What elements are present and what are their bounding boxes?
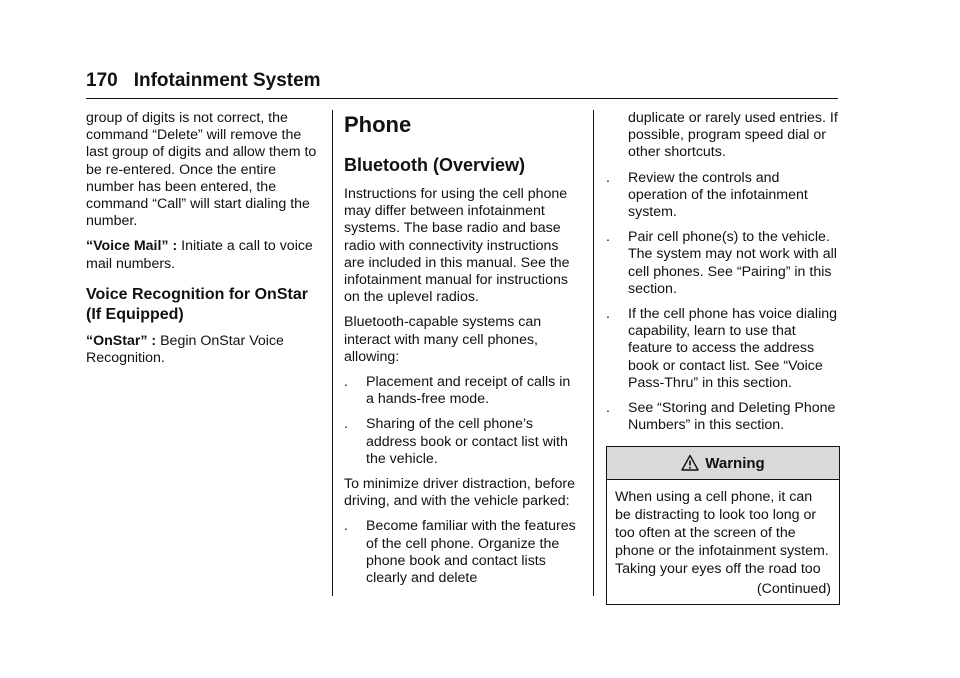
warning-text: When using a cell phone, it can be distracting to look too long or too often at the screen of the phone or the infotainment system. Taking your eyes off the road too [615,489,829,578]
onstar-term: “OnStar” : [86,332,157,349]
list-item-text: Sharing of the cell phone’s address book or contact list with the vehicle. [366,416,568,467]
paragraph-delete-command: group of digits is not correct, the command “Delete” will remove the last group of digits and allow them to be re-entered. Once the entire number has been entered, the command “Call” will start dialing the number. [86,110,317,230]
paragraph-instructions: Instructions for using the cell phone may differ between infotainment systems. The base radio and base radio with connectivity instructions are included in this manual. See the infotainment manual for instructions on the uplevel radios. [344,186,570,306]
bullet-marker: . [606,400,610,417]
paragraph-onstar [86,333,322,367]
list-item-text: Placement and receipt of calls in a hands-free mode. [366,374,571,408]
warning-body [607,480,839,604]
list-item-continued [606,110,840,162]
list-item-text: Pair cell phone(s) to the vehicle. The system may not work with all cell phones. See “Pairing” in this section. [628,229,837,297]
voice-mail-text: Initiate a call to voice mail numbers. [86,238,313,272]
list-item [344,518,580,587]
list-item-text: Review the controls and operation of the infotainment system. [628,169,808,221]
list-item-text: Become familiar with the features of the cell phone. Organize the phone book and contact lists clearly and delete [366,518,576,587]
bullet-marker: . [606,306,610,323]
list-item-text: See “Storing and Deleting Phone Numbers” in this section. [628,400,836,434]
onstar-text: Begin OnStar Voice Recognition. [86,332,284,367]
paragraph-bluetooth-capable: Bluetooth-capable systems can interact with many cell phones, allowing: [344,314,542,365]
column-divider-1 [332,110,333,596]
bullet-marker: . [344,518,348,535]
heading-voice-recognition-onstar: Voice Recognition for OnStar (If Equipped) [86,285,308,323]
voice-mail-term: “Voice Mail” : [86,238,178,255]
column-2 [344,110,580,595]
list-item [344,416,580,468]
list-item-text: duplicate or rarely used entries. If possible, program speed dial or other shortcuts. [628,110,838,161]
list-item [606,170,840,222]
section-title: Infotainment System [133,70,321,91]
list-item [344,374,580,408]
list-item-text: If the cell phone has voice dialing capability, learn to use that feature to access the address book or contact list. See “Voice Pass-Thru” in this section. [628,306,838,391]
bullet-marker: . [606,169,610,186]
warning-header [607,447,839,480]
bullet-marker: . [606,229,610,246]
list-item [606,229,840,298]
list-item [606,306,840,392]
bullet-marker: . [344,374,348,391]
column-divider-2 [593,110,594,596]
bullet-marker: . [344,416,348,433]
paragraph-voice-mail [86,238,322,272]
continued-label: (Continued) [756,581,831,598]
page-header [86,70,321,92]
warning-title: Warning [705,454,765,472]
header-rule [86,98,838,99]
list-item [606,400,840,434]
page-number: 170 [86,70,118,91]
heading-phone: Phone [344,112,412,137]
warning-triangle-icon [681,454,699,472]
paragraph-minimize-distraction: To minimize driver distraction, before driving, and with the vehicle parked: [344,476,576,510]
column-1 [86,110,322,375]
heading-bluetooth-overview: Bluetooth (Overview) [344,155,526,175]
column-3 [606,110,840,605]
warning-box [606,446,840,605]
